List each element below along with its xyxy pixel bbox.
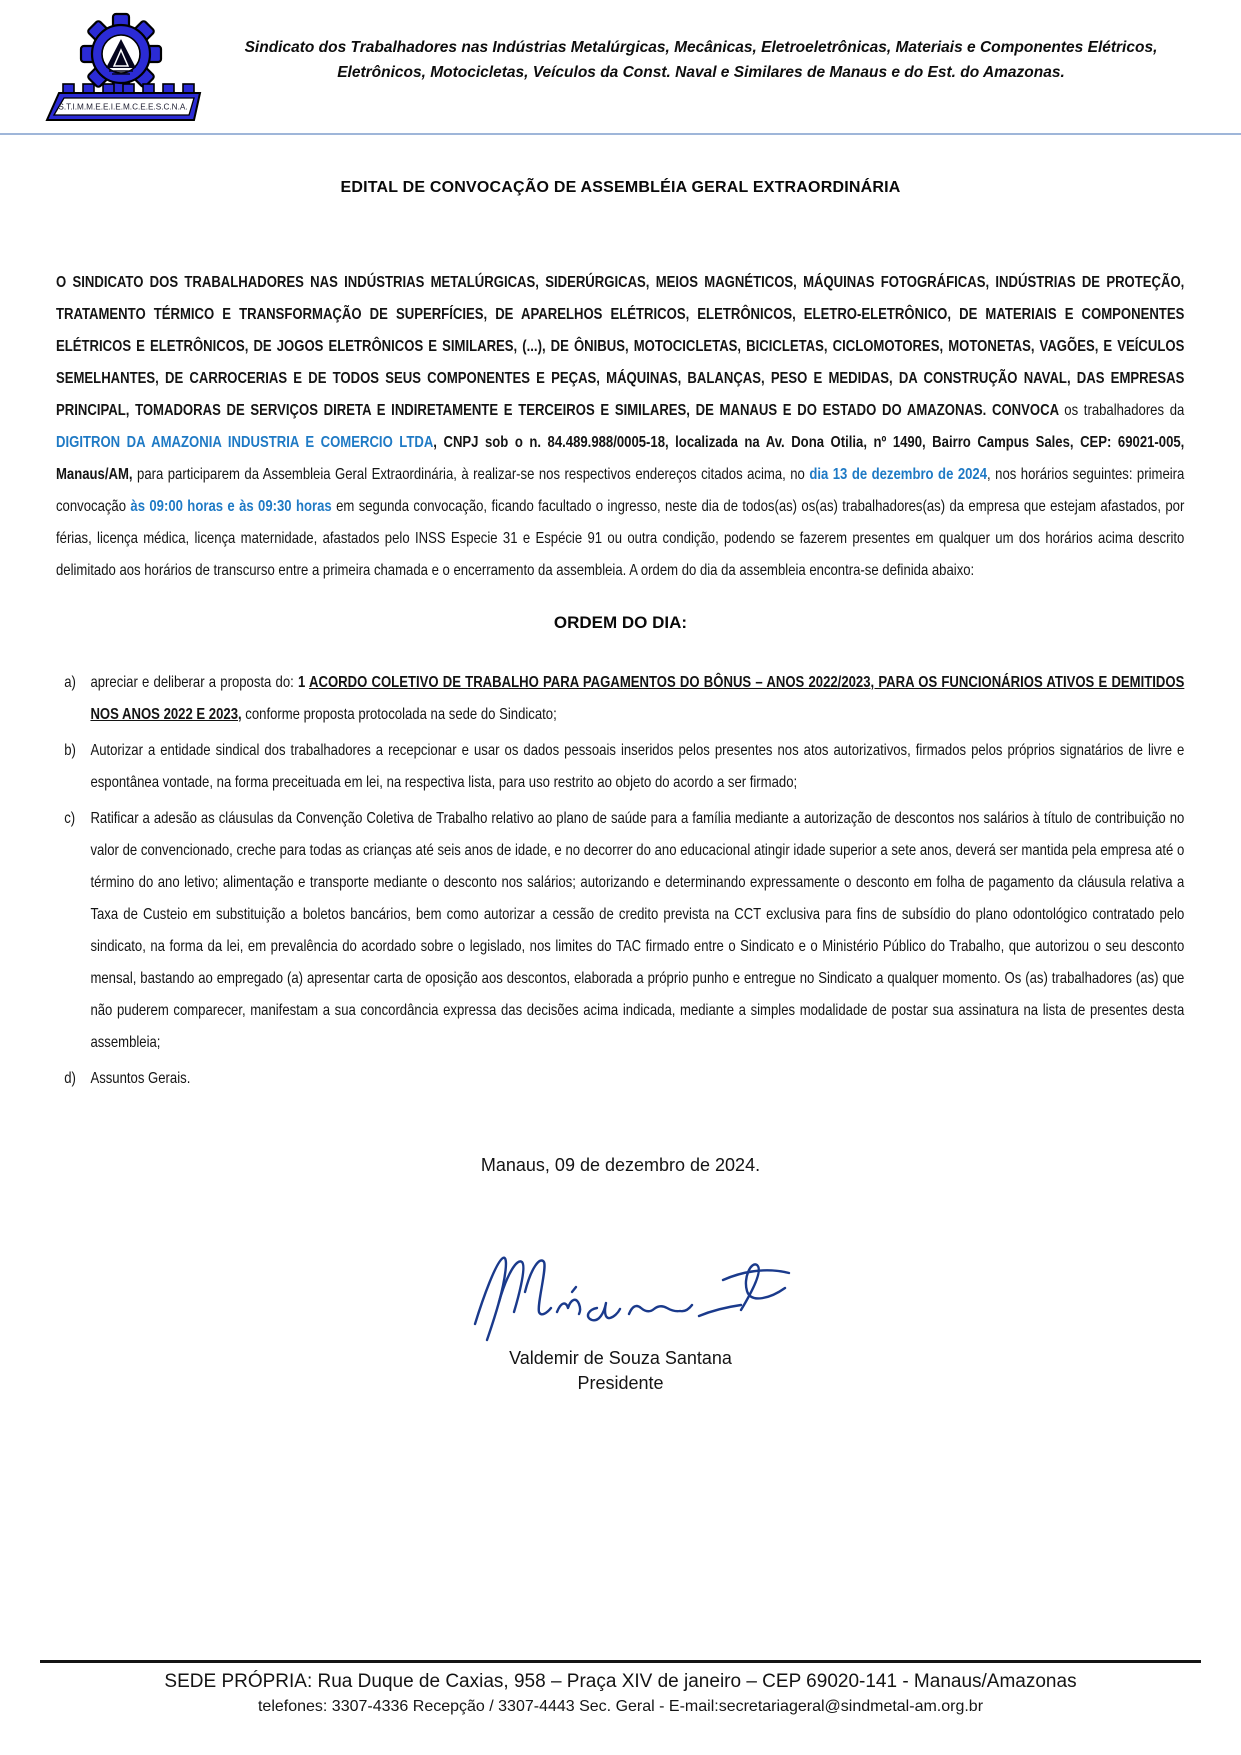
signatory-name: Valdemir de Souza Santana [509, 1348, 732, 1368]
signature-image [441, 1228, 801, 1346]
agenda-item-marker: b) [64, 742, 76, 759]
logo-acronym: S.T.I.M.M.E.E.I.E.M.C.E.E.S.C.N.A. [58, 102, 188, 112]
footer-rule [40, 1660, 1201, 1663]
letterhead [0, 0, 1241, 129]
signature-block [56, 1228, 1185, 1394]
agenda-item [56, 735, 1184, 799]
agenda-item-marker: a) [64, 674, 76, 691]
signatory-role: Presidente [577, 1373, 664, 1393]
org-name-line1: Sindicato dos Trabalhadores nas Indústrias Metalúrgicas, Mecânicas, Eletroeletrônicas, Materiais e Componentes Elétricos, [244, 39, 1158, 56]
agenda-heading: ORDEM DO DIA: [553, 613, 688, 632]
agenda-item-text: Autorizar a entidade sindical dos trabalhadores a recepcionar e usar os dados pessoais inseridos pelos presentes nos atos autorizativos, firmados pelos próprios signatários de livre e espontânea vontade, na forma preceituada em lei, na respectiva lista, para uso restrito ao objeto do acordo a ser firmado; [90, 742, 1185, 791]
agenda-item-text: Assuntos Gerais. [90, 1070, 191, 1087]
footer-address: SEDE PRÓPRIA: Rua Duque de Caxias, 958 – Praça XIV de janeiro – CEP 69020-141 - Manaus/Amazonas [164, 1671, 1077, 1692]
agenda-item-marker: c) [64, 810, 76, 827]
org-name-line2: Eletrônicos, Motocicletas, Veículos da Const. Naval e Similares de Manaus e do Est. do Amazonas. [337, 63, 1065, 81]
agenda-item [56, 667, 1184, 731]
gear-emblem-icon [45, 12, 205, 124]
header-rule [0, 133, 1241, 135]
footer-contacts: telefones: 3307-4336 Recepção / 3307-4443 Sec. Geral - E-mail:secretariageral@sindmetal-am.org.br [257, 1698, 984, 1715]
document-footer [40, 1660, 1201, 1716]
agenda-item [56, 1063, 1184, 1095]
agenda-item-text: Ratificar a adesão as cláusulas da Convenção Coletiva de Trabalho relativo ao plano de saúde para a família mediante a autorização de descontos nos salários à título de contribuição no valor de convencionado, creche para todas as crianças até seis anos de idade, e no decorrer do ano educacional atingir idade superior a sete anos, deverá ser mantida pela empresa até o término do ano letivo; alimentação e transporte mediante o desconto nos salários; autorizando e determinando expressamente o desconto em folha de pagamento da cláusula relativa a Taxa de Custeio em substituição a boletos bancários, bem como autorizar a cessão de credito prevista na CCT exclusiva para fins de subsídio do plano odontológico contratado pelo sindicato, na forma da lei, em prevalência do acordado sobre o legislado, nos limites do TAC firmado entre o Sindicato e o Ministério Público do Trabalho, que autorizou o seu desconto mensal, bastando ao empregado (a) apresentar carta de oposição aos descontos, elaborada a próprio punho e entregue no Sindicato a qualquer momento. Os (as) trabalhadores (as) que não puderem comparecer, manifestam a sua concordância expressa das decisões acima indicada, mediante a simples modalidade de postar sua assinatura na lista de presentes desta assembleia; [90, 810, 1185, 1051]
convocation-paragraph: O SINDICATO DOS TRABALHADORES NAS INDÚSTRIAS METALÚRGICAS, SIDERÚRGICAS, MEIOS MAGNÉTICOS, MÁQUINAS FOTOGRÁFICAS, INDÚSTRIAS DE PROTEÇÃO, TRATAMENTO TÉRMICO E TRANSFORMAÇÃO DE SUPERFÍCIES, DE APARELHOS ELÉTRICOS, ELETRÔNICOS, ELETRO-ELETRÔNICO, DE MATERIAIS E COMPONENTES ELÉTRICOS E ELETRÔNICOS, DE JOGOS ELETRÔNICOS E SIMILARES, (...), DE ÔNIBUS, MOTOCICLETAS, BICICLETAS, CICLOMOTORES, MOTONETAS, VAGÕES, E VEÍCULOS SEMELHANTES, DE CARROCERIAS E DE TODOS SEUS COMPONENTES E PEÇAS, MÁQUINAS, BALANÇAS, PESO E MEDIDAS, DA CONSTRUÇÃO NAVAL, DAS EMPRESAS PRINCIPAL, TOMADORAS DE SERVIÇOS DIRETA E INDIRETAMENTE E TERCEIROS E SIMILARES, DE MANAUS E DO ESTADO DO AMAZONAS. CONVOCA os trabalhadores da DIGITRON DA AMAZONIA INDUSTRIA E COMERCIO LTDA, CNPJ sob o n. 84.489.988/0005-18, localizada na Av. Dona Otilia, nº 1490, Bairro Campus Sales, CEP: 69021-005, Manaus/AM, para participarem da Assembleia Geral Extraordinária, à realizar-se nos respectivos endereços citados acima, no dia 13 de dezembro de 2024, nos horários seguintes: primeira convocação às 09:00 horas e às 09:30 horas em segunda convocação, ficando facultado o ingresso, neste dia de todos(as) os(as) trabalhadores(as) da empresa que estejam afastados, por férias, licença médica, licença maternidade, afastados pelo INSS Especie 31 e Espécie 91 ou outra condição, podendo se fazerem presentes em qualquer um dos horários acima descrito delimitado aos horários de transcurso entre a primeira chamada e o encerramento da assembleia. A ordem do dia da assembleia encontra-se definida abaixo: [56, 274, 1185, 579]
dateline: Manaus, 09 de dezembro de 2024. [480, 1155, 761, 1175]
agenda-list [56, 667, 1184, 1095]
agenda-item [56, 803, 1184, 1059]
union-logo [45, 12, 205, 129]
agenda-item-text: apreciar e deliberar a proposta do: 1 ACORDO COLETIVO DE TRABALHO PARA PAGAMENTOS DO BÔNUS – ANOS 2022/2023, PARA OS FUNCIONÁRIOS ATIVOS E DEMITIDOS NOS ANOS 2022 E 2023, conforme proposta protocolada na sede do Sindicato; [90, 674, 1185, 723]
document-body [0, 179, 1241, 1394]
document-title: EDITAL DE CONVOCAÇÃO DE ASSEMBLÉIA GERAL EXTRAORDINÁRIA [340, 179, 901, 196]
agenda-item-marker: d) [64, 1070, 76, 1087]
org-name [205, 12, 1197, 86]
